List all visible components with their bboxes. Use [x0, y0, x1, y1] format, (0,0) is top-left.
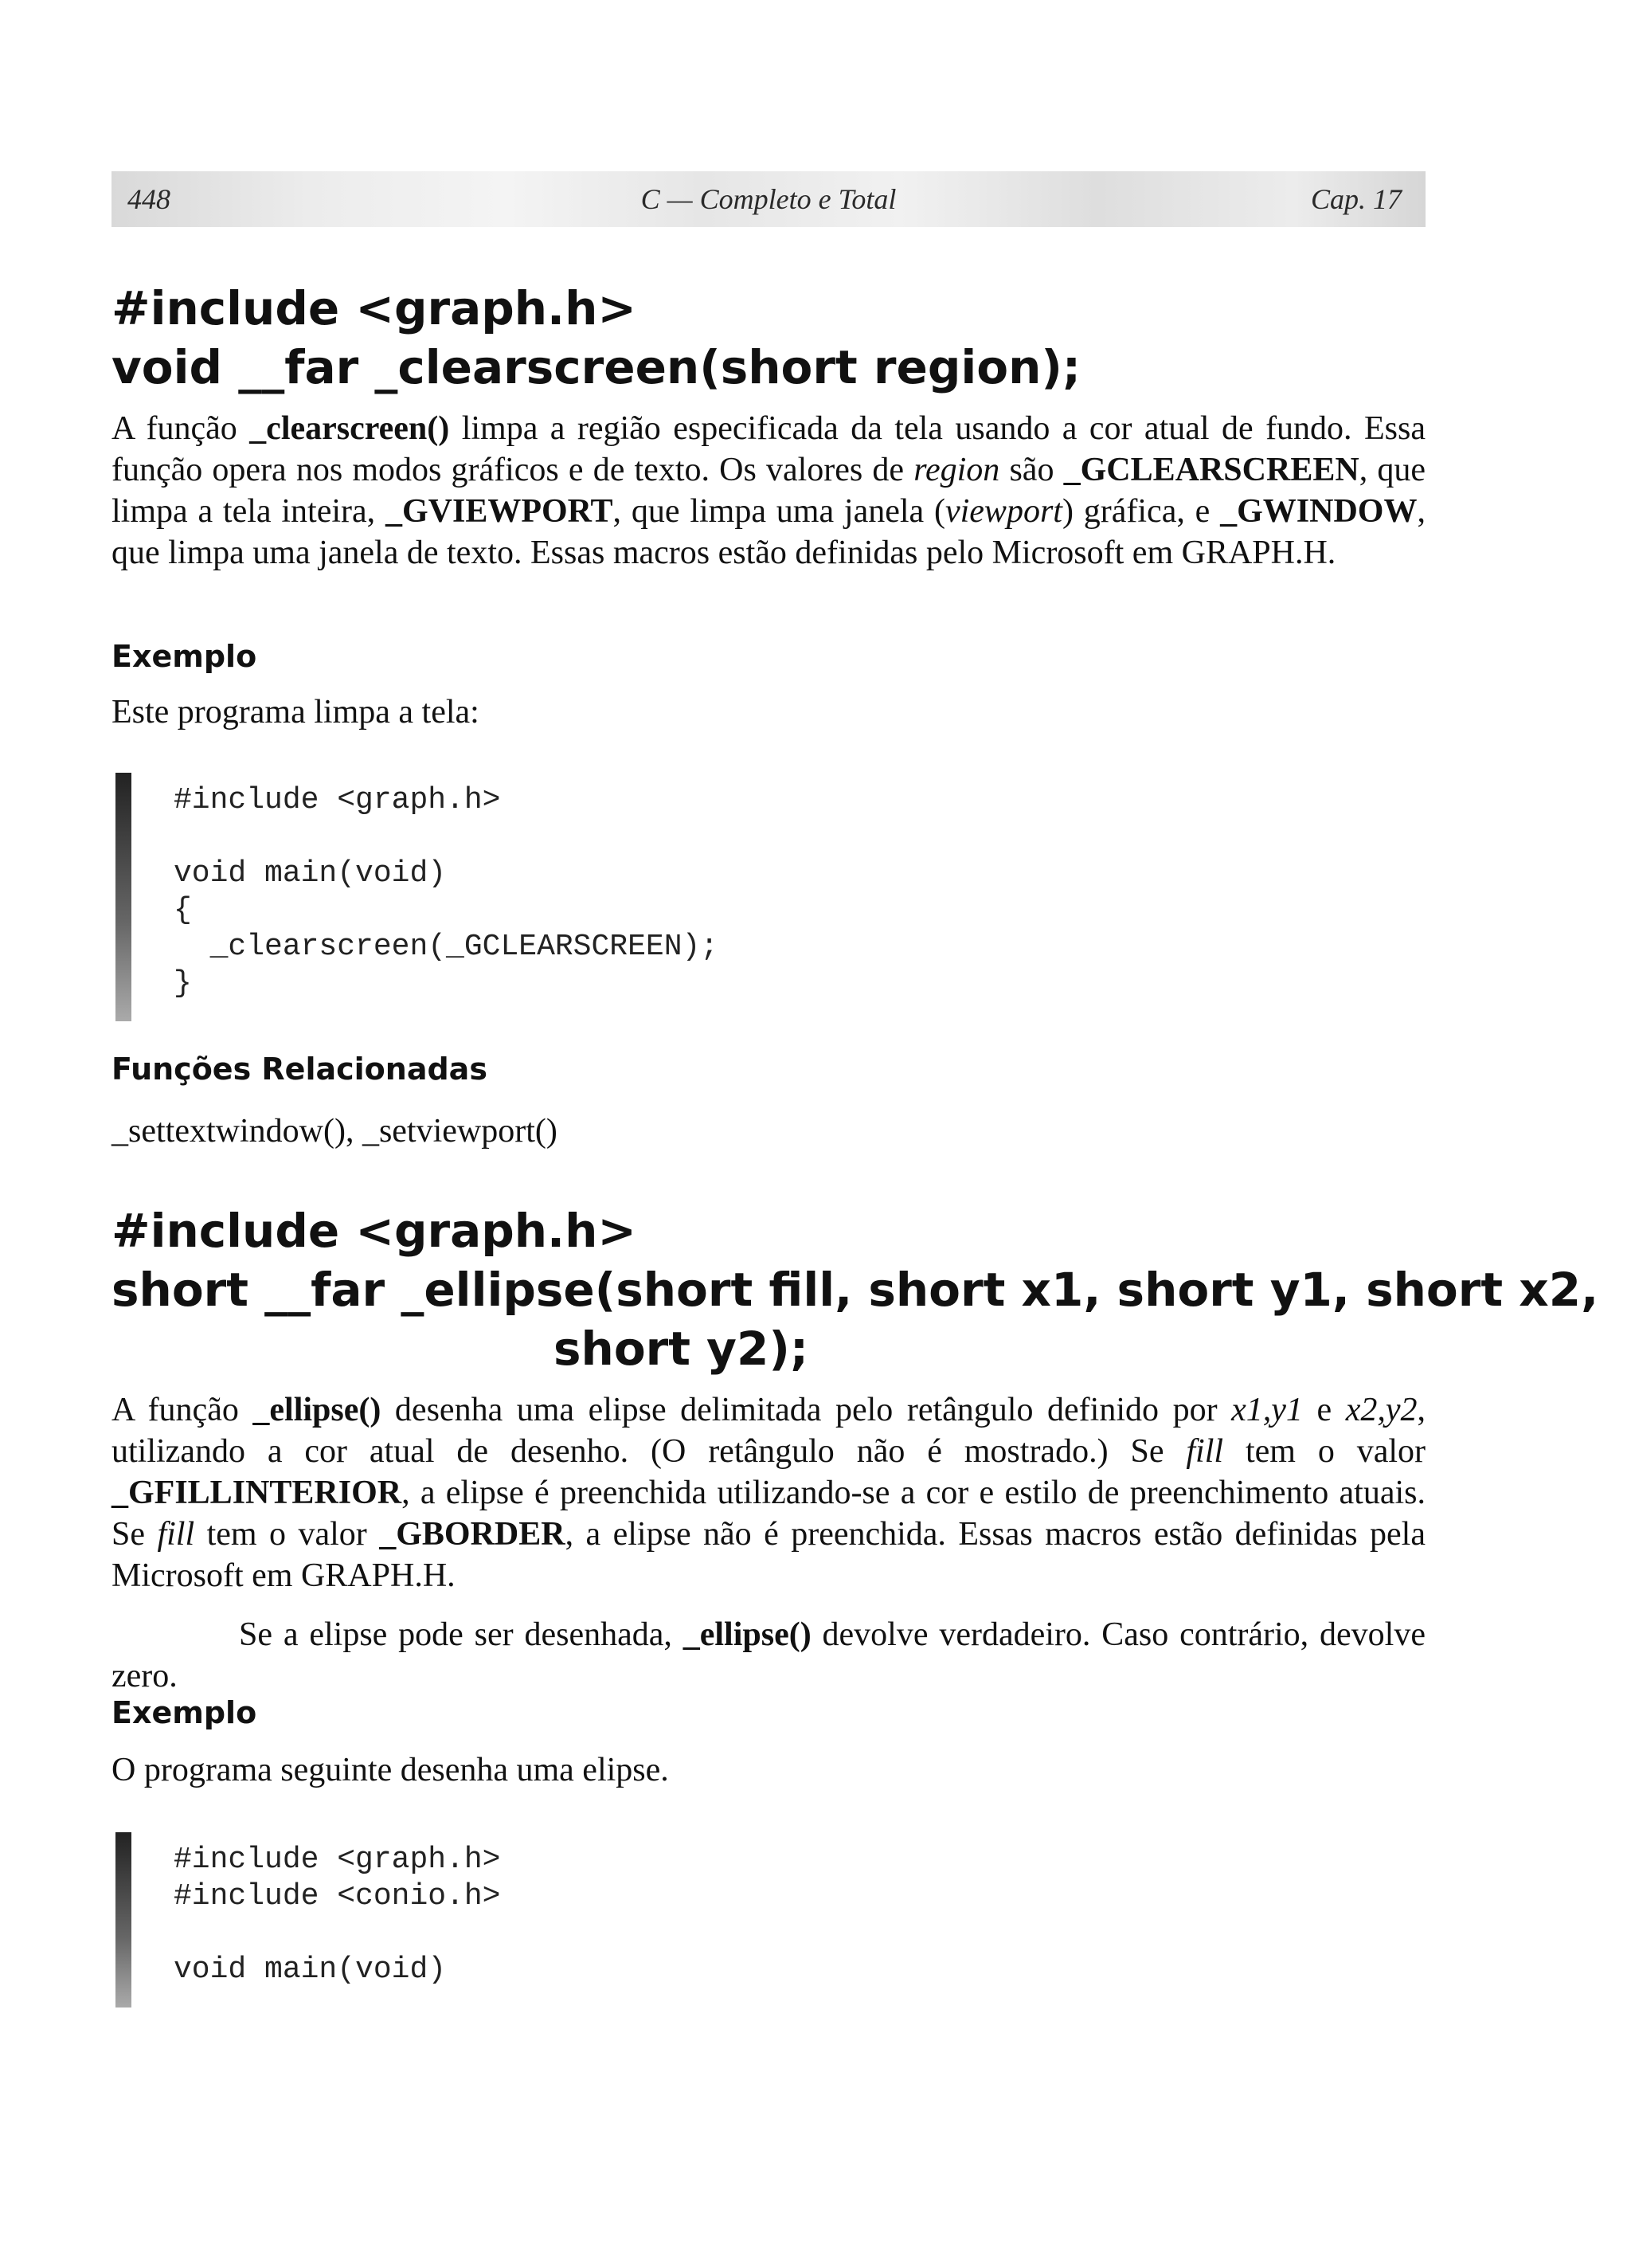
code-block: #include <graph.h> void main(void) { _clearscreen(_GCLEARSCREEN); }: [174, 783, 719, 1001]
macro-name: _GWINDOW: [1220, 493, 1418, 530]
text-run: , a elipse é preenchida utilizando-se a cor e estilo de preenchimento atuais. Se: [111, 1475, 1426, 1553]
text-run: A função: [111, 410, 250, 447]
example-heading: Exemplo: [111, 1695, 257, 1730]
term-italic: viewport: [945, 493, 1062, 530]
param-name: region: [913, 452, 1000, 488]
running-header: [111, 171, 1426, 227]
prototype-signature-line: short __far _ellipse(short fill, short x1, short y1, short x2,: [111, 1263, 1599, 1317]
prototype-include-line: #include <graph.h>: [111, 281, 636, 335]
text-run: limpa a região especificada da tela usando a cor atual de fundo. Essa função opera nos modos gráficos e de texto. Os valores de: [111, 410, 1426, 488]
macro-name: _GVIEWPORT: [385, 493, 613, 530]
page-number: 448: [127, 183, 170, 215]
function-name: _clearscreen(): [249, 410, 450, 447]
example-intro: O programa seguinte desenha uma elipse.: [111, 1752, 669, 1788]
prototype-include-line: #include <graph.h>: [111, 1204, 636, 1258]
param-name: fill: [1186, 1433, 1224, 1470]
clearscreen-description: [111, 408, 1426, 574]
text-run: , que limpa uma janela de texto. Essas macros estão definidas pelo Microsoft em GRAPH.H.: [111, 493, 1426, 571]
related-functions: _settextwindow(), _setviewport(): [111, 1113, 557, 1150]
prototype-signature-line: void __far _clearscreen(short region);: [111, 340, 1081, 394]
clearscreen-prototype: [111, 279, 1081, 397]
text-run: desenha uma elipse delimitada pelo retângulo definido por: [381, 1392, 1232, 1428]
ellipse-prototype: [111, 1201, 1598, 1378]
example-heading: Exemplo: [111, 639, 257, 674]
text-run: Se a elipse pode ser desenhada,: [239, 1616, 683, 1653]
text-run: ) gráfica, e: [1062, 493, 1221, 530]
text-run: e: [1302, 1392, 1346, 1428]
param-name: x2,y2: [1345, 1392, 1418, 1428]
text-run: , que limpa uma janela (: [612, 493, 945, 530]
macro-name: _GFILLINTERIOR: [111, 1475, 402, 1511]
example-intro: Este programa limpa a tela:: [111, 694, 479, 731]
text-run: tem o valor: [194, 1516, 380, 1553]
text-run: A função: [111, 1392, 253, 1428]
function-name: _ellipse(): [252, 1392, 381, 1428]
macro-name: _GCLEARSCREEN: [1063, 452, 1359, 488]
prototype-signature-continuation: short y2);: [553, 1322, 809, 1376]
text-run: , utilizando a cor atual de desenho. (O retângulo não é mostrado.) Se: [111, 1392, 1426, 1470]
text-run: devolve verdadeiro. Caso contrário, devolve zero.: [111, 1616, 1426, 1694]
code-margin-bar: [115, 773, 131, 1021]
text-run: tem o valor: [1223, 1433, 1426, 1470]
text-run: , que limpa a tela inteira,: [111, 452, 1426, 530]
param-name: x1,y1: [1231, 1392, 1303, 1428]
book-title: C — Completo e Total: [640, 183, 897, 215]
text-run: são: [999, 452, 1064, 488]
function-name: _ellipse(): [683, 1616, 812, 1653]
chapter-label: Cap. 17: [1310, 183, 1402, 215]
param-name: fill: [157, 1516, 195, 1553]
related-heading: Funções Relacionadas: [111, 1052, 487, 1087]
ellipse-return-description: [111, 1614, 1426, 1697]
ellipse-description: [111, 1389, 1426, 1596]
text-run: , a elipse não é preenchida. Essas macros estão definidas pela Microsoft em GRAPH.H.: [111, 1516, 1426, 1594]
code-margin-bar: [115, 1832, 131, 2008]
macro-name: _GBORDER: [379, 1516, 565, 1553]
code-block: #include <graph.h> #include <conio.h> void main(void): [174, 1843, 501, 1987]
